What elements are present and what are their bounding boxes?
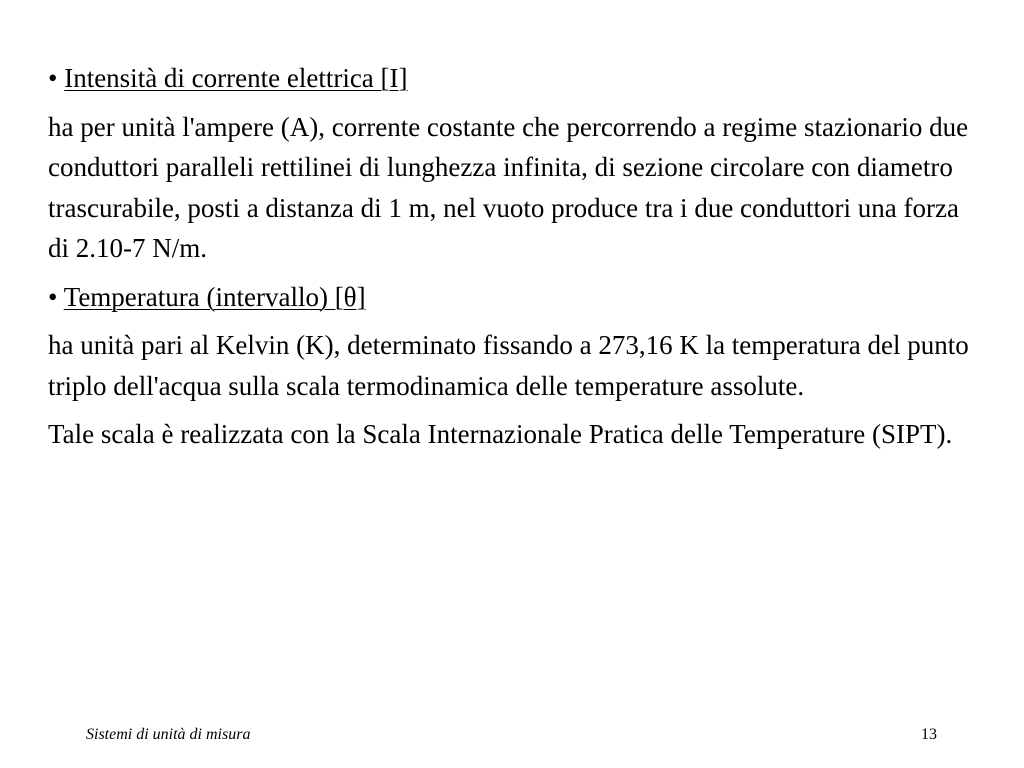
bullet: • <box>48 281 58 312</box>
paragraph: ha per unità l'ampere (A), corrente costante che percorrendo a regime stazionario due conduttori paralleli rettilinei di lunghezza infinita, di sezione circolare con diametro trascurabile, posti a distanza di 1 m, nel vuoto produce tra i due conduttori una forza di 2.10-7 N/m. <box>48 111 969 263</box>
section-title: Intensità di corrente elettrica [I] <box>64 63 408 93</box>
paragraph: ha unità pari al Kelvin (K), determinato fissando a 273,16 K la temperatura del punto triplo dell'acqua sulla scala termodinamica delle temperature assolute. <box>48 330 969 401</box>
footer-title: Sistemi di unità di misura <box>86 726 251 743</box>
section-title: Temperatura (intervallo) [θ] <box>63 281 366 312</box>
paragraph: Tale scala è realizzata con la Scala Internazionale Pratica delle Temperature (SIPT). <box>48 419 953 449</box>
page-number: 13 <box>921 726 937 743</box>
section-heading-current <box>48 58 978 99</box>
bullet: • <box>48 63 58 93</box>
section-heading-temperature <box>48 277 978 318</box>
slide-content <box>48 58 978 463</box>
